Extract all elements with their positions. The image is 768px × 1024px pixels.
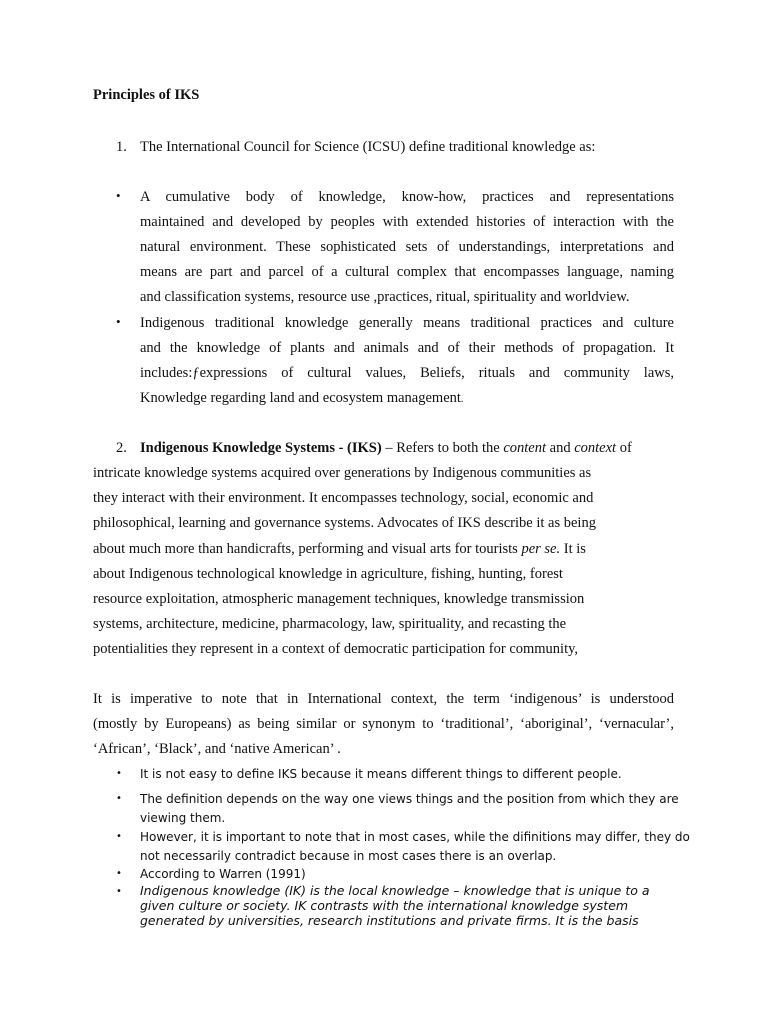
bullet-line: not necessarily contradict because in most cases there is an overlap. <box>140 849 557 863</box>
term: Indigenous Knowledge Systems - (IKS) <box>140 440 382 456</box>
bullet-line: The definition depends on the way one views things and the position from which they are <box>140 792 679 806</box>
trailing-period: . <box>460 394 464 405</box>
list-item-text: The International Council for Science (ICSU) define traditional knowledge as: <box>140 139 596 155</box>
bullet-icon: • <box>116 768 122 779</box>
italic-term: context <box>574 440 617 456</box>
bullet-line: viewing them. <box>140 811 226 825</box>
bullet-line: A cumulative body of knowledge, know-how, practices and representations <box>140 189 674 205</box>
paragraph-line: philosophical, learning and governance systems. Advocates of IKS describe it as being <box>93 515 596 531</box>
bullet-line: maintained and developed by peoples with extended histories of interaction with the <box>140 214 674 230</box>
paragraph-line: potentialities they represent in a context of democratic participation for community, <box>93 641 579 657</box>
paragraph-line: resource exploitation, atmospheric management techniques, knowledge transmission <box>93 591 585 607</box>
bullet-icon: • <box>116 314 121 329</box>
bullet-line: natural environment. These sophisticated sets of understandings, interpretations and <box>140 239 674 255</box>
paragraph-line: they interact with their environment. It encompasses technology, social, economic and <box>93 490 594 506</box>
list-number: 2. <box>116 440 127 456</box>
paragraph-line: intricate knowledge systems acquired over generations by Indigenous communities as <box>93 465 592 481</box>
bullet-icon: • <box>116 886 122 897</box>
bullet-line: generated by universities, research institutions and private firms. It is the basis <box>140 913 639 928</box>
list-item-text <box>140 439 632 457</box>
italic-term: per se. <box>521 541 561 557</box>
bullet-line: and the knowledge of plants and animals and of their methods of propagation. It <box>140 340 674 356</box>
text-run: It is <box>560 541 586 557</box>
bullet-line-text: Knowledge regarding land and ecosystem management <box>140 390 461 406</box>
page-title: Principles of IKS <box>93 87 200 103</box>
bullet-line: given culture or society. IK contrasts with the international knowledge system <box>140 898 629 913</box>
bullet-line: and classification systems, resource use ,practices, ritual, spirituality and worldview. <box>140 289 630 305</box>
list-number: 1. <box>116 139 127 155</box>
paragraph-line: systems, architecture, medicine, pharmacology, law, spirituality, and recasting the <box>93 616 567 632</box>
paragraph-line: It is imperative to note that in International context, the term ‘indigenous’ is understood <box>93 691 674 707</box>
text-run: about much more than handicrafts, performing and visual arts for tourists <box>93 541 522 557</box>
italic-term: content <box>503 440 547 456</box>
bullet-line: However, it is important to note that in most cases, while the difinitions may differ, they do <box>140 830 690 844</box>
paragraph-line: (mostly by Europeans) as being similar or synonym to ‘traditional’, ‘aboriginal’, ‘vernacular’, <box>93 716 674 732</box>
bullet-icon: • <box>116 793 122 804</box>
text-run: and <box>546 440 575 456</box>
paragraph-line <box>93 540 586 558</box>
bullet-line: It is not easy to define IKS because it means different things to different people. <box>140 767 622 781</box>
bullet-line: means are part and parcel of a cultural complex that encompasses language, naming <box>140 264 674 280</box>
bullet-icon: • <box>116 831 122 842</box>
bullet-line: includes:ƒexpressions of cultural values, Beliefs, rituals and community laws, <box>140 365 674 381</box>
text-run: – Refers to both the <box>381 440 504 456</box>
paragraph-line: about Indigenous technological knowledge in agriculture, fishing, hunting, forest <box>93 566 563 582</box>
bullet-line: According to Warren (1991) <box>140 867 306 881</box>
bullet-line <box>140 389 463 409</box>
bullet-line: Indigenous traditional knowledge generally means traditional practices and culture <box>140 315 674 331</box>
bullet-icon: • <box>116 188 121 203</box>
bullet-icon: • <box>116 868 122 879</box>
paragraph-line: ‘African’, ‘Black’, and ‘native American’ . <box>93 741 341 757</box>
bullet-line: Indigenous knowledge (IK) is the local knowledge – knowledge that is unique to a <box>140 883 650 898</box>
text-run: of <box>616 440 632 456</box>
